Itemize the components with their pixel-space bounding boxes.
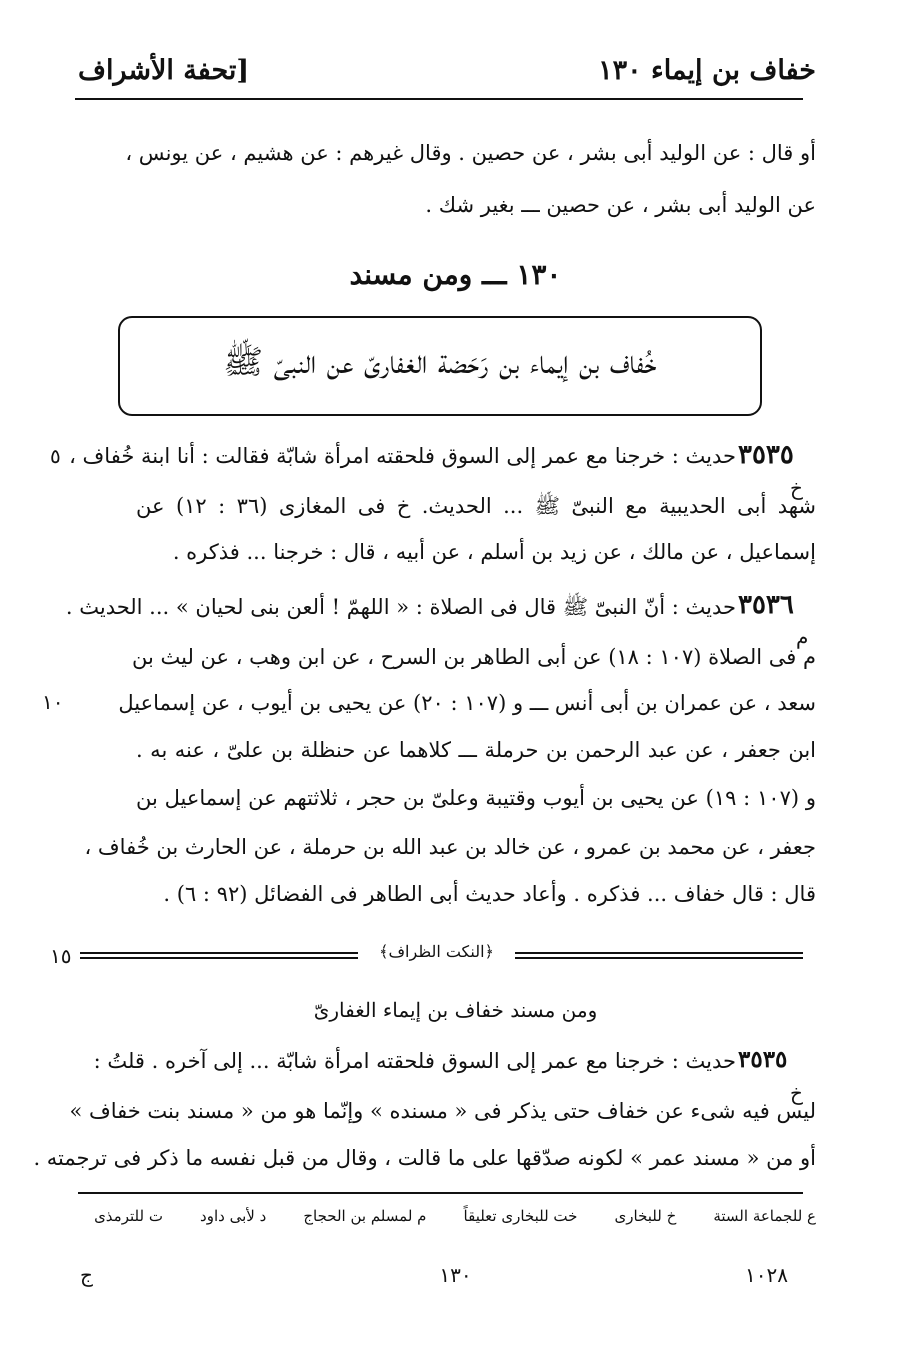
running-header-left: [تحفة الأشراف	[78, 55, 250, 86]
nukat-margin-symbol: خ	[790, 1081, 803, 1105]
legend-rule	[78, 1192, 803, 1194]
hadith-3536-line-4: ابن جعفر ، عن عبد الرحمن بن حرملة ـــ كلاهما عن حنظلة بن علىّ ، عنه به .	[136, 738, 816, 762]
legend-item-tirmidhi: ت للترمذى	[94, 1207, 163, 1225]
line-number-5: ٥	[50, 444, 61, 468]
header-rule	[75, 98, 803, 100]
nukat-bracket-left: ﴾	[379, 942, 389, 961]
title-box-text: خُفاف بن إيماء بن رَحَضة الغفارىّ عن النبىّ ﷺ	[223, 342, 657, 381]
section-heading: ١٣٠ ـــ ومن مسند	[349, 258, 562, 291]
nukat-hadith-number: ٣٥٣٥	[738, 1046, 788, 1073]
legend-item-bukhari: خ للبخارى	[614, 1207, 677, 1225]
hadith-3536-line-6: جعفر ، عن محمد بن عمرو ، عن خالد بن عبد الله بن حرملة ، عن الحارث بن خُفاف ،	[84, 835, 816, 859]
hadith-3535-margin-symbol: خ	[790, 476, 803, 500]
legend-row	[94, 1207, 816, 1225]
footer-page-number: ١٣٠	[439, 1263, 472, 1287]
nukat-label	[358, 942, 515, 961]
legend-item-jamaa: ع للجماعة الستة	[713, 1207, 816, 1225]
hadith-3536-margin-symbol: م	[796, 625, 809, 649]
hadith-3535-line-3: إسماعيل ، عن مالك ، عن زيد بن أسلم ، عن أبيه ، قال : خرجنا ... فذكره .	[172, 540, 816, 564]
intro-line-1: أو قال : عن الوليد أبى بشر ، عن حصين . وقال غيرهم : عن هشيم ، عن يونس ،	[125, 141, 816, 165]
footer-page-total: ١٠٢٨	[745, 1263, 788, 1287]
nukat-divider-left	[80, 952, 358, 954]
line-number-15: ١٥	[50, 944, 72, 968]
nukat-divider-left-2	[80, 957, 358, 959]
footer-volume-mark: ج	[80, 1263, 93, 1287]
hadith-3536-line-5: و (١٠٧ : ١٩) عن يحيى بن أيوب وقتيبة وعلىّ بن حجر ، ثلاثتهم عن إسماعيل بن	[136, 786, 816, 810]
hadith-3536-line-2: م فى الصلاة (١٠٧ : ١٨) عن أبى الطاهر بن السرح ، عن ابن وهب ، عن ليث بن	[132, 645, 816, 669]
legend-item-bukhari-taliq: خت للبخارى تعليقاً	[463, 1207, 578, 1225]
nukat-bracket-right: ﴿	[484, 942, 494, 961]
legend-item-abu-dawud: د لأبى داود	[200, 1207, 267, 1225]
intro-line-2: عن الوليد أبى بشر ، عن حصين ـــ بغير شك .	[425, 193, 816, 217]
hadith-3535-number: ٣٥٣٥	[738, 440, 794, 470]
hadith-3535-line-2: شهد أبى الحديبية مع النبىّ ﷺ ... الحديث. خ فى المغازى (٣٦ : ١٢) عن	[136, 494, 817, 518]
hadith-3535-line-1: حديث : خرجنا مع عمر إلى السوق فلحقته امرأة شابّة فقالت : أنا ابنة خُفاف ،	[69, 444, 736, 468]
nukat-line-1: حديث : خرجنا مع عمر إلى السوق فلحقته امرأة شابّة ... إلى آخره . قلتُ :	[93, 1049, 736, 1073]
nukat-divider-right-2	[515, 957, 803, 959]
running-header-right: خفاف بن إيماء ١٣٠	[598, 55, 816, 86]
nukat-divider-right	[515, 952, 803, 954]
nukat-label-text: النكت الظراف	[388, 942, 485, 961]
hadith-3536-line-3: سعد ، عن عمران بن أبى أنس ـــ و (١٠٧ : ٢٠) عن يحيى بن أيوب ، عن إسماعيل	[118, 691, 816, 715]
nukat-line-2: ليس فيه شىء عن خفاف حتى يذكر فى « مسنده » وإنّما هو من « مسند بنت خفاف »	[69, 1099, 816, 1123]
line-number-10: ١٠	[42, 690, 64, 714]
legend-item-muslim: م لمسلم بن الحجاج	[303, 1207, 427, 1225]
hadith-3536-line-1: حديث : أنّ النبىّ ﷺ قال فى الصلاة : « اللهمّ ! ألعن بنى لحيان » ... الحديث .	[65, 595, 736, 619]
nukat-line-3: أو من « مسند عمر » لكونه صدّقها على ما قالت ، وقال من قبل نفسه ما ذكر فى ترجمته .	[33, 1146, 816, 1170]
hadith-3536-line-7: قال : قال خفاف ... فذكره . وأعاد حديث أبى الطاهر فى الفضائل (٩٢ : ٦) .	[163, 882, 816, 906]
hadith-3536-number: ٣٥٣٦	[738, 590, 794, 620]
nukat-subheading: ومن مسند خفاف بن إيماء الغفارىّ	[313, 998, 598, 1022]
